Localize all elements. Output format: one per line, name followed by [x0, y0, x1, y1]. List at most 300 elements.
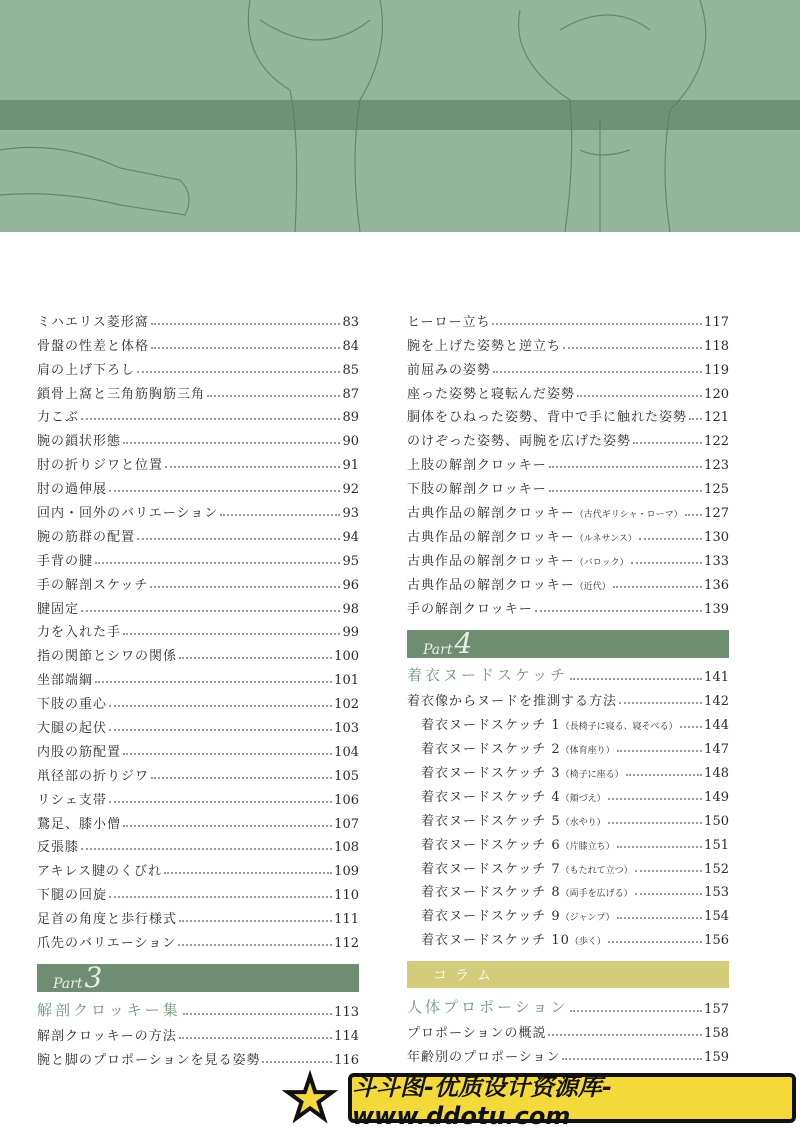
leader-dots: [689, 418, 702, 420]
toc-entry-title: [37, 884, 107, 903]
part-number: 4: [454, 626, 473, 660]
page-number: 113: [334, 1004, 359, 1020]
toc-entry[interactable]: [407, 757, 729, 781]
toc-entry-text: 腱固定: [37, 601, 80, 617]
toc-entry-note: （もたれて立つ）: [560, 865, 633, 876]
page-number: 156: [704, 933, 729, 949]
toc-entry[interactable]: [407, 853, 729, 877]
toc-entry-text: 着衣ヌードスケッチ 2: [421, 742, 561, 758]
toc-entry[interactable]: [37, 593, 359, 617]
toc-entry[interactable]: [407, 781, 729, 805]
toc-entry-text: 爪先のバリエーション: [37, 936, 177, 952]
toc-entry-title: [407, 664, 568, 685]
toc-entry-title: [407, 406, 687, 425]
toc-entry-title: [37, 765, 149, 784]
toc-entry[interactable]: [407, 593, 729, 617]
toc-entry[interactable]: [37, 617, 359, 641]
toc-entry[interactable]: [407, 877, 729, 901]
toc-entry-text: 座った姿勢と寝転んだ姿勢: [407, 386, 576, 402]
toc-entry-text: リシェ支帯: [37, 792, 107, 808]
leader-dots: [164, 872, 332, 874]
leader-dots: [109, 705, 332, 707]
toc-entry-title: [37, 645, 177, 664]
page-number: 104: [334, 744, 359, 760]
leader-dots: [95, 562, 340, 564]
toc-entry-text: 下腿の回旋: [37, 888, 108, 904]
toc-entry[interactable]: [37, 688, 359, 712]
page-number: 92: [342, 482, 359, 498]
toc-entry[interactable]: [37, 736, 359, 760]
watermark-banner: 斗斗图-优质设计资源库-www.ddotu.com: [348, 1073, 796, 1123]
toc-entry[interactable]: [407, 662, 729, 686]
toc-entry-text: 着衣ヌードスケッチ 9: [421, 909, 561, 925]
page-number: 142: [704, 694, 729, 710]
toc-entry[interactable]: [37, 497, 359, 521]
leader-dots: [207, 395, 340, 397]
toc-entry-title: [37, 908, 177, 927]
toc-entry-title: [407, 383, 575, 402]
part-number: 3: [84, 961, 103, 995]
toc-entry-text: 年齢別のプロポーション: [407, 1049, 561, 1065]
toc-entry-title: [37, 1049, 260, 1068]
page-number: 103: [334, 721, 359, 737]
leader-dots: [262, 1061, 332, 1063]
toc-entry-text: 下肢の重心: [37, 697, 108, 713]
toc-entry-text: 力を入れた手: [37, 625, 122, 641]
toc-entry-note: （長椅子に寝る、寝そべる）: [560, 722, 678, 733]
leader-dots: [608, 941, 702, 943]
leader-dots: [151, 323, 341, 325]
toc-entry[interactable]: [37, 545, 359, 569]
toc-entry-note: （頬づえ）: [560, 793, 606, 804]
leader-dots: [220, 514, 340, 516]
leader-dots: [81, 610, 340, 612]
toc-entry-title: [407, 1022, 546, 1041]
toc-entry[interactable]: [37, 712, 359, 736]
toc-entry-title: [407, 598, 533, 617]
page-number: 116: [334, 1052, 359, 1068]
toc-entry-title: [407, 1046, 560, 1065]
leader-dots: [570, 1010, 702, 1012]
toc-entry-title: [37, 717, 107, 736]
toc-entry[interactable]: [37, 306, 359, 330]
page-number: 151: [704, 837, 729, 853]
toc-entry[interactable]: [407, 425, 729, 449]
toc-entry-text: 腕の筋群の配置: [37, 529, 136, 545]
toc-entry[interactable]: [37, 808, 359, 832]
toc-entry-title: [407, 996, 568, 1017]
page-number: 141: [704, 670, 729, 686]
page-number: 136: [704, 577, 729, 593]
toc-entry[interactable]: [37, 879, 359, 903]
leader-dots: [549, 490, 702, 492]
page-number: 110: [334, 888, 359, 904]
toc-entry-text: アキレス腱のくびれ: [37, 864, 162, 880]
page-number: 120: [704, 386, 729, 402]
toc-entry[interactable]: [407, 993, 729, 1017]
toc-entry-title: [407, 574, 611, 593]
toc-entry-text: ミハエリス菱形窩: [37, 314, 149, 330]
toc-entry-title: [37, 478, 107, 497]
toc-entry[interactable]: [407, 402, 729, 426]
leader-dots: [81, 418, 340, 420]
toc-entry-title: [421, 881, 633, 900]
toc-entry-text: 着衣ヌードスケッチ 4: [421, 789, 561, 805]
leader-dots: [617, 846, 703, 848]
toc-entry-title: [37, 311, 149, 330]
toc-entry[interactable]: [407, 805, 729, 829]
leader-dots: [151, 777, 332, 779]
page-number: 90: [342, 434, 359, 450]
toc-entry-text: 着衣ヌードスケッチ 10: [421, 933, 570, 949]
toc-entry-title: [37, 335, 149, 354]
leader-dots: [179, 1037, 332, 1039]
page-number: 159: [704, 1049, 729, 1065]
toc-entry-text: 下肢の解剖クロッキー: [407, 482, 547, 498]
toc-entry[interactable]: [37, 664, 359, 688]
toc-entry-title: [407, 526, 637, 545]
toc-entry-title: [407, 430, 631, 449]
toc-entry[interactable]: [407, 1017, 729, 1041]
toc-entry[interactable]: [37, 402, 359, 426]
toc-entry[interactable]: [37, 354, 359, 378]
leader-dots: [608, 822, 703, 824]
toc-entry-note: （古代ギリシャ・ローマ）: [574, 510, 683, 521]
toc-entry-text: 古典作品の解剖クロッキー: [407, 529, 575, 545]
toc-entry[interactable]: [37, 784, 359, 808]
page-number: 133: [704, 553, 729, 569]
page-number: 89: [342, 410, 359, 426]
toc-entry-title: [421, 762, 624, 781]
toc-entry-text: 足首の角度と歩行様式: [37, 912, 178, 928]
toc-entry-title: [37, 741, 121, 760]
page-number: 147: [704, 742, 729, 758]
header-illustration-banner: [0, 0, 800, 232]
toc-entry-title: [37, 550, 93, 569]
page-number: 106: [334, 792, 359, 808]
toc-entry-title: [421, 929, 606, 948]
toc-entry-title: [37, 621, 121, 640]
page-number: 107: [334, 816, 359, 832]
page-number: 83: [342, 314, 359, 330]
part3-banner: [37, 961, 359, 995]
leader-dots: [608, 798, 703, 800]
toc-entry-text: 腕と脚のプロポーションを見る姿勢: [37, 1052, 261, 1068]
leader-dots: [109, 896, 332, 898]
toc-entry-text: 胴体をひねった姿勢、背中で手に触れた姿勢: [407, 410, 688, 426]
toc-entry-text: 着衣ヌードスケッチ 1: [421, 718, 561, 734]
leader-dots: [619, 702, 702, 704]
toc-entry[interactable]: [37, 640, 359, 664]
page-number: 148: [704, 766, 729, 782]
toc-entry-title: [37, 693, 107, 712]
page-number: 93: [342, 506, 359, 522]
page-number: 130: [704, 529, 729, 545]
toc-entry-note: （歩く）: [569, 937, 606, 948]
toc-entry-text: 着衣像からヌードを推測する方法: [407, 694, 618, 710]
toc-entry[interactable]: [37, 473, 359, 497]
page-number: 105: [334, 768, 359, 784]
toc-entry-text: 古典作品の解剖クロッキー: [407, 577, 575, 593]
toc-entry[interactable]: [37, 996, 359, 1020]
toc-entry-title: [407, 359, 491, 378]
toc-entry-title: [37, 406, 79, 425]
toc-entry-title: [37, 813, 121, 832]
page-number: 108: [334, 840, 359, 856]
toc-entry[interactable]: [407, 900, 729, 924]
toc-entry-text: 腕の鎖状形態: [37, 434, 122, 450]
leader-dots: [626, 774, 703, 776]
leader-dots: [123, 825, 332, 827]
leader-dots: [685, 514, 703, 516]
leader-dots: [639, 538, 702, 540]
page-number: 154: [704, 909, 729, 925]
toc-entry[interactable]: [37, 521, 359, 545]
toc-entry-note: （ルネサンス）: [574, 533, 637, 544]
toc-entry-text: 手の解剖クロッキー: [407, 601, 533, 617]
toc-entry-text: 解剖クロッキーの方法: [37, 1028, 177, 1044]
page-number: 111: [334, 912, 359, 928]
toc-entry-text: 着衣ヌードスケッチ: [407, 666, 569, 685]
page-number: 84: [342, 338, 359, 354]
toc-entry[interactable]: [407, 497, 729, 521]
leader-dots: [549, 466, 702, 468]
page-number: 122: [704, 434, 729, 450]
toc-entry-note: （片膝立ち）: [560, 841, 615, 852]
toc-entry-text: 鼡径部の折りジワ: [37, 768, 150, 784]
toc-entry[interactable]: [37, 330, 359, 354]
toc-entry-text: 坐部端綱: [37, 673, 94, 689]
page-number: 91: [342, 458, 359, 474]
leader-dots: [95, 681, 332, 683]
page-number: 95: [342, 553, 359, 569]
toc-entry-title: [407, 335, 561, 354]
leader-dots: [137, 371, 340, 373]
toc-entry-title: [421, 786, 606, 805]
leader-dots: [178, 944, 332, 946]
leader-dots: [109, 490, 340, 492]
toc-entry-title: [421, 905, 615, 924]
toc-entry-text: 内股の筋配置: [37, 744, 122, 760]
toc-entry-title: [421, 714, 678, 733]
leader-dots: [535, 610, 702, 612]
toc-entry[interactable]: [37, 927, 359, 951]
toc-entry-title: [421, 858, 633, 877]
leader-dots: [123, 442, 340, 444]
toc-entry-text: 着衣ヌードスケッチ 3: [421, 766, 561, 782]
toc-entry-title: [407, 454, 547, 473]
toc-entry-text: 古典作品の解剖クロッキー: [407, 553, 575, 569]
page-number: 102: [334, 697, 359, 713]
page-number: 118: [704, 338, 729, 354]
toc-entry[interactable]: [407, 449, 729, 473]
leader-dots: [613, 586, 702, 588]
toc-entry[interactable]: [37, 425, 359, 449]
toc-right-column: [407, 306, 729, 1065]
page-number: 149: [704, 789, 729, 805]
toc-entry[interactable]: [407, 354, 729, 378]
leader-dots: [680, 726, 703, 728]
toc-entry-text: のけぞった姿勢、両腕を広げた姿勢: [407, 434, 632, 450]
part4-banner: [407, 626, 729, 660]
toc-entry-title: [407, 502, 683, 521]
toc-entry[interactable]: [407, 829, 729, 853]
page-number: 152: [704, 861, 729, 877]
page-number: 119: [704, 362, 729, 378]
toc-entry[interactable]: [37, 449, 359, 473]
leader-dots: [123, 753, 332, 755]
leader-dots: [562, 1058, 702, 1060]
toc-entry-title: [407, 478, 547, 497]
page-number: 153: [704, 885, 729, 901]
toc-entry[interactable]: [407, 306, 729, 330]
leader-dots: [563, 347, 702, 349]
toc-entry-note: （ジャンプ）: [560, 913, 615, 924]
leader-dots: [548, 1034, 702, 1036]
toc-entry[interactable]: [37, 903, 359, 927]
toc-entry-text: 古典作品の解剖クロッキー: [407, 506, 575, 522]
toc-entry[interactable]: [37, 569, 359, 593]
toc-entry-title: [421, 738, 615, 757]
toc-entry-text: 大腿の起伏: [37, 721, 108, 737]
leader-dots: [570, 678, 702, 680]
leader-dots: [577, 395, 702, 397]
leader-dots: [123, 633, 340, 635]
leader-dots: [493, 371, 702, 373]
leader-dots: [179, 657, 332, 659]
leader-dots: [137, 538, 340, 540]
toc-entry-title: [37, 574, 148, 593]
toc-entry-text: 指の関節とシワの関係: [37, 649, 178, 665]
toc-entry-title: [37, 598, 79, 617]
toc-entry-text: 着衣ヌードスケッチ 8: [421, 885, 561, 901]
leader-dots: [183, 1013, 332, 1015]
toc-entry-title: [37, 526, 135, 545]
toc-entry-title: [37, 383, 205, 402]
toc-entry[interactable]: [407, 924, 729, 948]
toc-entry[interactable]: [37, 378, 359, 402]
toc-entry-text: 着衣ヌードスケッチ 7: [421, 861, 561, 877]
toc-entry-text: 骨盤の性差と体格: [37, 338, 150, 354]
column-banner: コラム: [407, 961, 729, 988]
page-number: 144: [704, 718, 729, 734]
toc-entry-title: [37, 669, 93, 688]
page-number: 87: [342, 386, 359, 402]
toc-entry-text: 反張膝: [37, 840, 80, 856]
page-number: 96: [342, 577, 359, 593]
toc-entry-title: [37, 359, 135, 378]
toc-entry[interactable]: [407, 1041, 729, 1065]
toc-entry[interactable]: [407, 569, 729, 593]
toc-entry[interactable]: [37, 760, 359, 784]
toc-entry-text: 上肢の解剖クロッキー: [407, 458, 547, 474]
part-label: Part: [423, 641, 453, 658]
toc-entry-title: [37, 502, 218, 521]
toc-entry[interactable]: [407, 733, 729, 757]
toc-entry[interactable]: [407, 521, 729, 545]
toc-entry-note: （椅子に座る）: [560, 770, 624, 781]
toc-entry-title: [37, 430, 121, 449]
toc-entry-title: [37, 836, 79, 855]
toc-entry-note: （体育座り）: [560, 746, 615, 757]
toc-entry-title: [37, 454, 163, 473]
part-label: Part: [53, 976, 83, 993]
leader-dots: [631, 562, 703, 564]
leader-dots: [617, 750, 703, 752]
page-number: 123: [704, 458, 729, 474]
toc-entry[interactable]: [37, 1020, 359, 1044]
toc-entry-text: 手背の腱: [37, 553, 94, 569]
page-number: 139: [704, 601, 729, 617]
toc-entry[interactable]: [407, 330, 729, 354]
leader-dots: [109, 801, 332, 803]
page-number: 114: [334, 1028, 359, 1044]
toc-entry[interactable]: [407, 473, 729, 497]
toc-entry-text: 肩の上げ下ろし: [37, 362, 136, 378]
toc-left-column: [37, 306, 359, 1068]
page-number: 150: [704, 813, 729, 829]
toc-entry-title: [407, 311, 490, 330]
leader-dots: [633, 442, 702, 444]
page-number: 158: [704, 1026, 729, 1042]
toc-entry-text: 回内・回外のバリエーション: [37, 506, 219, 522]
toc-entry[interactable]: [37, 832, 359, 856]
toc-entry-text: 手の解剖スケッチ: [37, 577, 149, 593]
page-number: 112: [334, 936, 359, 952]
toc-entry-text: ヒーロー立ち: [407, 314, 491, 330]
toc-entry-title: [37, 999, 181, 1020]
leader-dots: [635, 870, 703, 872]
toc-entry-text: 鎖骨上窩と三角筋胸筋三角: [37, 386, 206, 402]
toc-entry-title: [421, 810, 606, 829]
page-number: 85: [342, 362, 359, 378]
toc-entry-text: 着衣ヌードスケッチ 5: [421, 813, 561, 829]
page-number: 94: [342, 529, 359, 545]
toc-entry-title: [407, 550, 629, 569]
page-number: 125: [704, 482, 729, 498]
page-number: 121: [704, 410, 729, 426]
toc-entry[interactable]: [407, 685, 729, 709]
page-number: 157: [704, 1002, 729, 1018]
toc-entry-text: 着衣ヌードスケッチ 6: [421, 837, 561, 853]
page-number: 117: [704, 314, 729, 330]
leader-dots: [635, 893, 703, 895]
leader-dots: [492, 323, 702, 325]
toc-entry[interactable]: [37, 855, 359, 879]
page-number: 100: [334, 649, 359, 665]
leader-dots: [81, 848, 332, 850]
toc-entry-title: [37, 1025, 177, 1044]
toc-entry-note: （水やり）: [560, 817, 606, 828]
toc-entry-text: 鵞足、膝小僧: [37, 816, 122, 832]
leader-dots: [150, 586, 340, 588]
leader-dots: [165, 466, 340, 468]
toc-entry[interactable]: [407, 709, 729, 733]
page-number: 101: [334, 673, 359, 689]
anatomy-sketch-illustration: [0, 0, 800, 232]
leader-dots: [109, 729, 332, 731]
toc-entry[interactable]: [407, 378, 729, 402]
toc-entry-text: 肘の折りジワと位置: [37, 458, 164, 474]
leader-dots: [151, 347, 340, 349]
toc-entry-text: 腕を上げた姿勢と逆立ち: [407, 338, 562, 354]
toc-entry-title: [407, 690, 617, 709]
toc-entry-text: 力こぶ: [37, 410, 80, 426]
toc-entry-title: [421, 834, 615, 853]
toc-entry[interactable]: [407, 545, 729, 569]
leader-dots: [617, 917, 703, 919]
page-number: 98: [342, 601, 359, 617]
